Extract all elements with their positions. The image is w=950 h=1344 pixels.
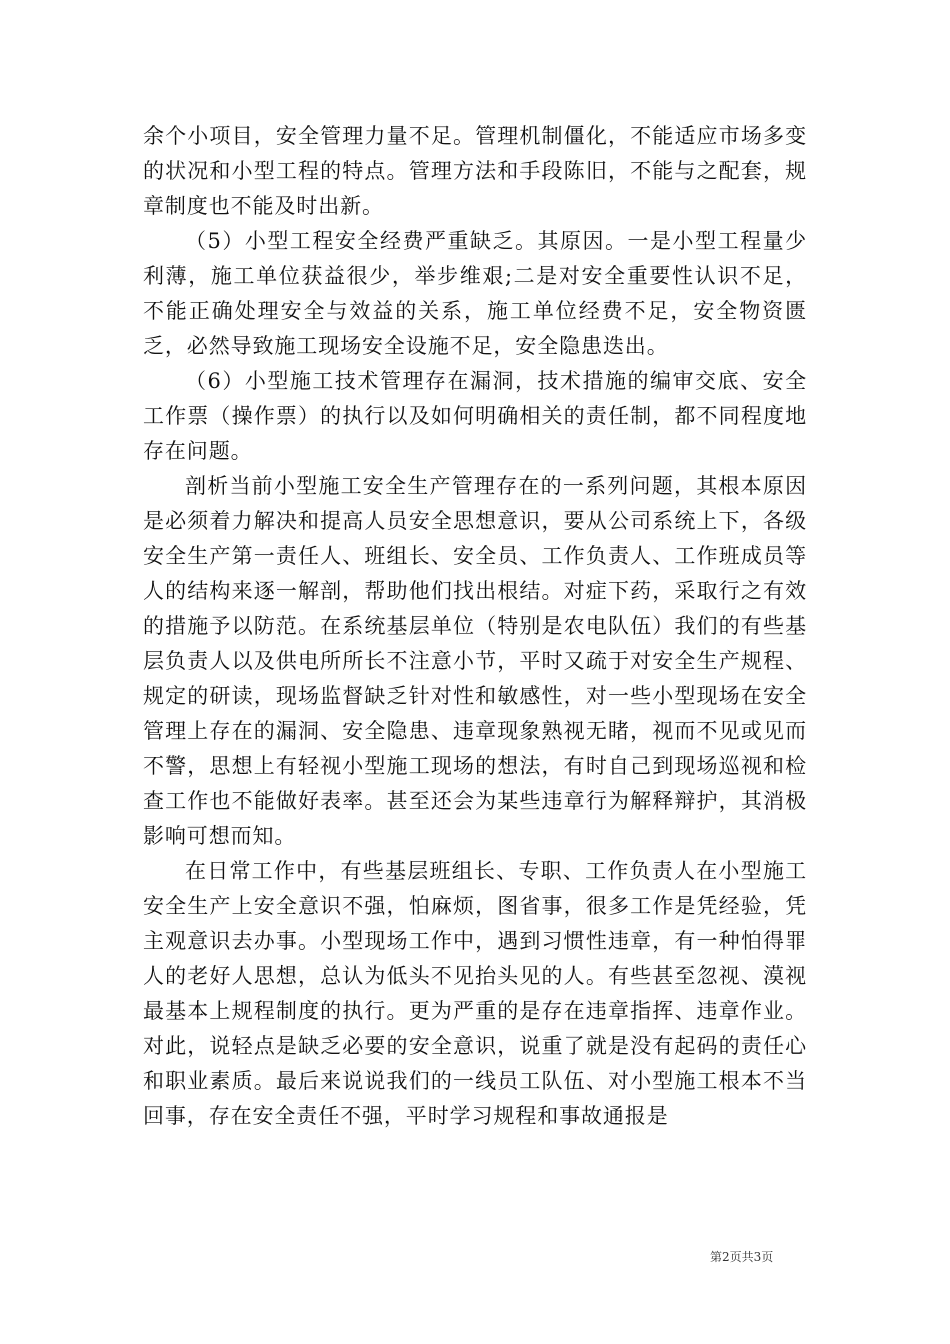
document-body [143,119,807,1134]
paragraph-analysis: 剖析当前小型施工安全生产管理存在的一系列问题，其根本原因是必须着力解决和提高人员安全思想意识，要从公司系统上下，各级安全生产第一责任人、班组长、安全员、工作负责人、工作班成员等人的结构来逐一解剖，帮助他们找出根结。对症下药，采取行之有效的措施予以防范。在系统基层单位（特别是农电队伍）我们的有些基层负责人以及供电所所长不注意小节，平时又疏于对安全生产规程、规定的研读，现场监督缺乏针对性和敏感性，对一些小型现场在安全管理上存在的漏洞、安全隐患、违章现象熟视无睹，视而不见或见而不警，思想上有轻视小型施工现场的想法，有时自己到现场巡视和检查工作也不能做好表率。甚至还会为某些违章行为解释辩护，其消极影响可想而知。 [143,474,807,848]
paragraph-daily-work: 在日常工作中，有些基层班组长、专职、工作负责人在小型施工安全生产上安全意识不强，怕麻烦，图省事，很多工作是凭经验，凭主观意识去办事。小型现场工作中，遇到习惯性违章，有一种怕得罪人的老好人思想，总认为低头不见抬头见的人。有些甚至忽视、漠视最基本上规程制度的执行。更为严重的是存在违章指挥、违章作业。对此，说轻点是缺乏必要的安全意识，说重了就是没有起码的责任心和职业素质。最后来说说我们的一线员工队伍、对小型施工根本不当回事，存在安全责任不强，平时学习规程和事故通报是 [143,859,807,1128]
paragraph-item-6: （6）小型施工技术管理存在漏洞，技术措施的编审交底、安全工作票（操作票）的执行以及如何明确相关的责任制，都不同程度地存在问题。 [143,369,807,463]
paragraph-continuation: 余个小项目，安全管理力量不足。管理机制僵化，不能适应市场多变的状况和小型工程的特点。管理方法和手段陈旧，不能与之配套，规章制度也不能及时出新。 [143,124,807,218]
page-number-footer: 第2页共3页 [710,1250,774,1264]
paragraph-item-5: （5）小型工程安全经费严重缺乏。其原因。一是小型工程量少利薄，施工单位获益很少，举步维艰;二是对安全重要性认识不足，不能正确处理安全与效益的关系，施工单位经费不足，安全物资匮乏，必然导致施工现场安全设施不足，安全隐患迭出。 [143,229,807,358]
